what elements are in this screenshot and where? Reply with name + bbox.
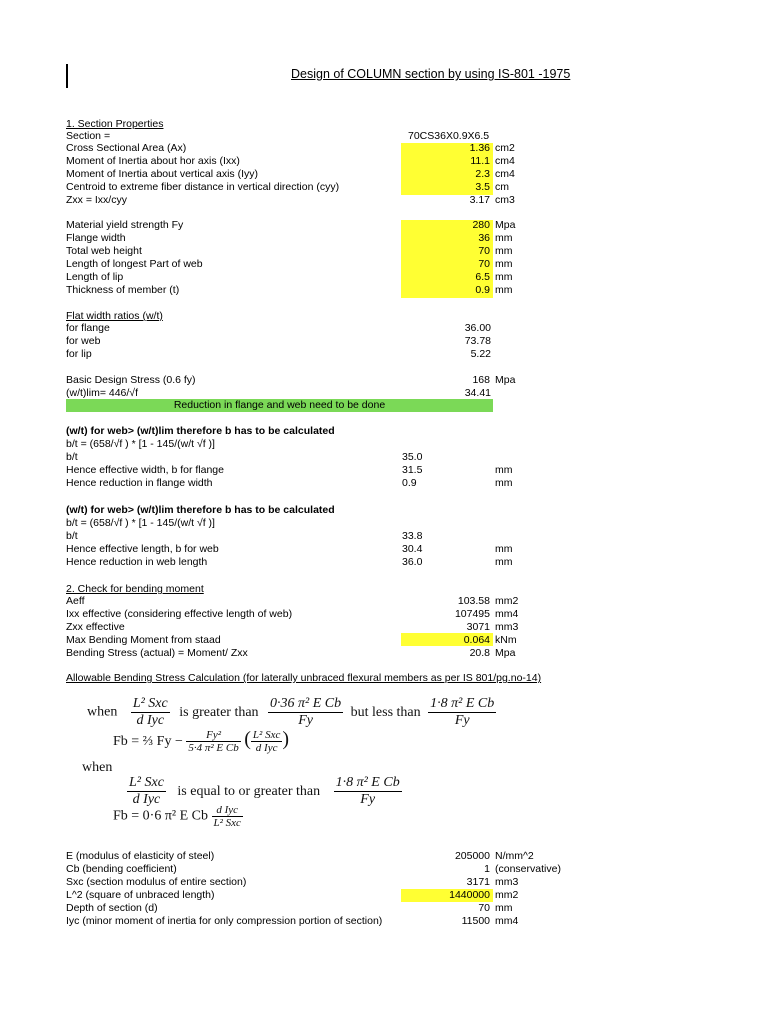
- row-label: L^2 (square of unbraced length): [66, 889, 215, 901]
- row-label: Moment of Inertia about vertical axis (Iyy): [66, 168, 258, 180]
- row-label: Length of lip: [66, 271, 124, 283]
- row-unit: mm: [495, 245, 513, 257]
- row-unit: mm: [495, 464, 513, 476]
- frac-den: Fy: [360, 792, 376, 807]
- row-value: 70: [478, 245, 490, 257]
- row-unit: mm: [495, 271, 513, 283]
- row-label: Centroid to extreme fiber distance in vertical direction (cyy): [66, 181, 340, 193]
- section-properties-heading: 1. Section Properties: [66, 118, 164, 130]
- row-label: b/t: [66, 451, 78, 463]
- row-unit: mm4: [495, 608, 519, 620]
- row-unit: cm4: [495, 168, 515, 180]
- row-value: 1: [484, 863, 490, 875]
- row-label: Sxc (section modulus of entire section): [66, 876, 247, 888]
- row-label: Hence reduction in web length: [66, 556, 208, 568]
- formula-but-less: but less than: [350, 704, 421, 720]
- row-unit: mm: [495, 477, 513, 489]
- row-label: Thickness of member (t): [66, 284, 180, 296]
- row-value: 73.78: [464, 335, 491, 347]
- row-label: Ixx effective (considering effective length of web): [66, 608, 293, 620]
- row-label: Flange width: [66, 232, 126, 244]
- row-unit: mm2: [495, 889, 519, 901]
- frac-den: Fy: [298, 713, 313, 728]
- web-formula: b/t = (658/√f ) * [1 - 145/(w/t √f )]: [66, 517, 215, 529]
- row-unit: mm4: [495, 915, 519, 927]
- row-label: Hence effective length, b for web: [66, 543, 219, 555]
- formula-frac-l2sxc: [131, 696, 170, 729]
- flange-heading: (w/t) for web> (w/t)lim therefore b has to be calculated: [66, 425, 335, 437]
- row-unit: cm2: [495, 142, 515, 154]
- basic-stress-value: 168: [472, 374, 490, 386]
- formula-fb-2: Fb = 0·6 π² E Cb: [113, 808, 208, 824]
- basic-stress-label: Basic Design Stress (0.6 fy): [66, 374, 196, 386]
- formula-when-2: when: [82, 760, 113, 775]
- row-label: Zxx effective: [66, 621, 125, 633]
- frac-den: d Iyc: [136, 713, 165, 728]
- row-value: 33.8: [402, 530, 423, 542]
- row-unit: mm3: [495, 621, 519, 633]
- row-label: Material yield strength Fy: [66, 219, 184, 231]
- formula-block-1: [87, 696, 496, 729]
- row-value: 5.22: [470, 348, 491, 360]
- row-unit: mm: [495, 284, 513, 296]
- row-label: Cross Sectional Area (Ax): [66, 142, 187, 154]
- row-label: b/t: [66, 530, 78, 542]
- formula-when-1: when: [87, 704, 118, 720]
- row-label: Hence reduction in flange width: [66, 477, 213, 489]
- frac-num: 0·36 π² E Cb: [270, 696, 342, 711]
- row-label: for flange: [66, 322, 110, 334]
- row-label: Max Bending Moment from staad: [66, 634, 221, 646]
- row-value: 70: [478, 258, 490, 270]
- row-unit: mm: [495, 543, 513, 555]
- formula-greater-than: is greater than: [179, 704, 259, 720]
- basic-stress-unit: Mpa: [495, 374, 516, 386]
- formula-paren-close: ): [282, 728, 290, 750]
- row-value: 3071: [466, 621, 490, 633]
- row-value: 1.36: [469, 142, 490, 154]
- frac-num: L² Sxc: [132, 696, 168, 711]
- row-value: 36.00: [464, 322, 491, 334]
- wt-lim-label: (w/t)lim= 446/√f: [66, 387, 138, 399]
- row-unit: kNm: [495, 634, 517, 646]
- row-value: 280: [472, 219, 490, 231]
- reduction-banner-text: Reduction in flange and web need to be done: [173, 399, 386, 411]
- row-value: 36.0: [402, 556, 423, 568]
- wt-lim-value: 34.41: [464, 387, 491, 399]
- row-label: for web: [66, 335, 101, 347]
- row-value: 11500: [461, 915, 490, 927]
- row-value: 1440000: [449, 889, 490, 901]
- formula-block-4: [113, 804, 243, 829]
- page-title: Design of COLUMN section by using IS-801 -1975: [291, 67, 571, 81]
- row-label: Zxx = Ixx/cyy: [66, 194, 127, 206]
- row-value: 0.9: [475, 284, 490, 296]
- row-label: for lip: [66, 348, 92, 360]
- row-value: 205000: [454, 850, 490, 862]
- frac-den: 5·4 π² E Cb: [188, 742, 239, 755]
- row-label: Cb (bending coefficient): [66, 863, 177, 875]
- row-unit: cm4: [495, 155, 515, 167]
- frac-num: 1·8 π² E Cb: [430, 696, 495, 711]
- row-value: 11.1: [470, 155, 490, 167]
- row-unit: cm3: [495, 194, 515, 206]
- row-value: 31.5: [402, 464, 423, 476]
- row-unit: mm: [495, 556, 513, 568]
- frac-den: Fy: [454, 713, 470, 728]
- row-label: Iyc (minor moment of inertia for only compression portion of section): [66, 915, 383, 927]
- row-value: 103.58: [457, 595, 490, 607]
- allowable-heading: Allowable Bending Stress Calculation (for laterally unbraced flexural members as per IS 801/pg.no-14): [66, 672, 542, 684]
- row-label: Depth of section (d): [66, 902, 158, 914]
- text-cursor: [66, 64, 68, 88]
- formula-paren-open: (: [244, 728, 251, 750]
- formula-frac-036: [268, 696, 343, 729]
- row-label: Aeff: [66, 595, 85, 607]
- frac-num: Fy²: [186, 729, 240, 742]
- bending-heading: 2. Check for bending moment: [66, 583, 204, 595]
- section-label: Section =: [66, 130, 111, 142]
- formula-eq-greater: is equal to or greater than: [177, 783, 321, 799]
- row-value: 35.0: [402, 451, 423, 463]
- row-value: 3.17: [469, 194, 490, 206]
- frac-num: L² Sxc: [252, 729, 281, 742]
- row-label: Total web height: [66, 245, 142, 257]
- row-value: 3171: [466, 876, 490, 888]
- reduction-banner: [66, 399, 493, 412]
- section-value: 70CS36X0.9X6.5: [408, 130, 490, 142]
- frac-den: d Iyc: [255, 742, 278, 755]
- row-unit: mm: [495, 232, 513, 244]
- row-value: 70: [478, 902, 490, 914]
- formula-frac-fy2: [186, 729, 240, 754]
- row-value: 36: [478, 232, 490, 244]
- row-label: Length of longest Part of web: [66, 258, 203, 270]
- row-unit: Mpa: [495, 219, 516, 231]
- row-unit: mm: [495, 258, 513, 270]
- row-unit: cm: [495, 181, 509, 193]
- row-label: Bending Stress (actual) = Moment/ Zxx: [66, 647, 248, 659]
- row-label: Moment of Inertia about hor axis (Ixx): [66, 155, 240, 167]
- row-value: 3.5: [475, 181, 490, 193]
- frac-den: L² Sxc: [213, 817, 241, 829]
- flange-formula: b/t = (658/√f ) * [1 - 145/(w/t √f )]: [66, 438, 215, 450]
- formula-frac-iyc: [212, 804, 243, 829]
- row-unit: N/mm^2: [495, 850, 534, 862]
- formula-fb-1: Fb = ⅔ Fy −: [113, 734, 183, 749]
- row-value: 107495: [454, 608, 490, 620]
- row-unit: Mpa: [495, 647, 516, 659]
- row-unit: mm: [495, 902, 513, 914]
- frac-num: d Iyc: [212, 804, 243, 817]
- formula-frac-18: [428, 696, 496, 729]
- row-value: 30.4: [402, 543, 423, 555]
- frac-num: 1·8 π² E Cb: [335, 775, 400, 790]
- formula-frac-18-3: [334, 775, 402, 808]
- row-label: E (modulus of elasticity of steel): [66, 850, 215, 862]
- row-unit: mm2: [495, 595, 519, 607]
- formula-frac-paren: [251, 729, 282, 754]
- row-value: 20.8: [469, 647, 490, 659]
- web-heading: (w/t) for web> (w/t)lim therefore b has to be calculated: [66, 504, 335, 516]
- row-unit: mm3: [495, 876, 519, 888]
- formula-block-2: [113, 728, 289, 754]
- row-value: 2.3: [475, 168, 490, 180]
- row-unit: (conservative): [495, 863, 561, 875]
- row-value: 6.5: [475, 271, 490, 283]
- row-value: 0.9: [402, 477, 417, 489]
- frac-den: d Iyc: [132, 792, 161, 807]
- row-value: 0.064: [463, 634, 490, 646]
- row-label: Hence effective width, b for flange: [66, 464, 224, 476]
- flat-width-heading: Flat width ratios (w/t): [66, 310, 163, 322]
- frac-num: L² Sxc: [129, 775, 164, 790]
